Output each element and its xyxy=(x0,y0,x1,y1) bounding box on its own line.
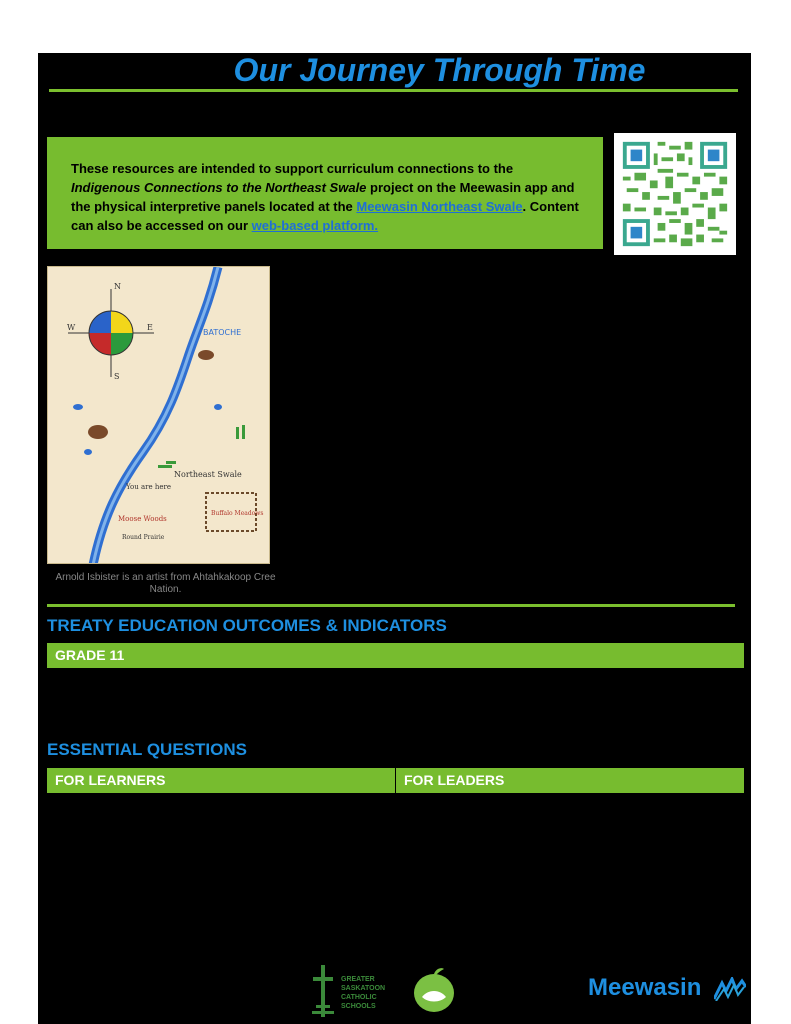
intro-text: project on the Meewasin app and the physical interpretive panels located at the xyxy=(71,180,575,214)
for-learners-header: FOR LEARNERS xyxy=(47,768,395,793)
footer-logos xyxy=(38,961,751,1024)
gscs-line-4: SCHOOLS xyxy=(341,1003,376,1010)
gscs-logo xyxy=(310,965,392,1017)
apple-logo-icon xyxy=(412,965,456,1013)
intro-text: . Content can also be accessed on our xyxy=(71,199,579,233)
compass-w-label: W xyxy=(67,323,76,332)
meewasin-wordmark: Meewasin xyxy=(588,974,702,1001)
intro-box xyxy=(47,137,603,249)
section-divider xyxy=(47,604,735,607)
gscs-line-3: CATHOLIC xyxy=(341,994,377,1001)
intro-project-name: Indigenous Connections to the Northeast Swale xyxy=(71,180,367,195)
artwork-map xyxy=(47,266,270,564)
meewasin-northeast-swale-link[interactable]: Meewasin Northeast Swale xyxy=(356,199,523,214)
map-label-northeast-swale: Northeast Swale xyxy=(174,470,242,479)
gscs-line-1: GREATER xyxy=(341,976,375,983)
artwork-caption: Arnold Isbister is an artist from Ahtahkakoop Cree Nation. xyxy=(55,572,276,595)
intro-text: These resources are intended to support curriculum connections to the xyxy=(71,161,514,176)
map-label-buffalo: Buffalo Meadows xyxy=(211,510,264,517)
questions-heading: ESSENTIAL QUESTIONS xyxy=(47,740,247,759)
map-label-you-are-here: You are here xyxy=(126,483,171,491)
map-label-batoche: BATOCHE xyxy=(203,328,242,337)
map-label-round-prairie: Round Prairie xyxy=(122,534,165,541)
gscs-line-2: SASKATOON xyxy=(341,985,386,992)
compass-e-label: E xyxy=(147,323,153,332)
web-platform-link[interactable]: web-based platform. xyxy=(251,218,379,233)
title-divider xyxy=(49,89,738,92)
meewasin-wave-icon xyxy=(714,977,746,1001)
map-label-moose-woods: Moose Woods xyxy=(118,515,167,523)
meewasin-logo xyxy=(588,975,701,1001)
for-leaders-header: FOR LEADERS xyxy=(396,768,744,793)
grade-bar: GRADE 11 xyxy=(47,643,744,668)
compass-s-label: S xyxy=(114,372,120,381)
page-title: Our Journey Through Time xyxy=(233,52,646,88)
compass-n-label: N xyxy=(114,282,121,291)
qr-code-icon[interactable] xyxy=(614,133,736,255)
page xyxy=(38,53,751,1024)
treaty-heading: TREATY EDUCATION OUTCOMES & INDICATORS xyxy=(47,616,447,635)
